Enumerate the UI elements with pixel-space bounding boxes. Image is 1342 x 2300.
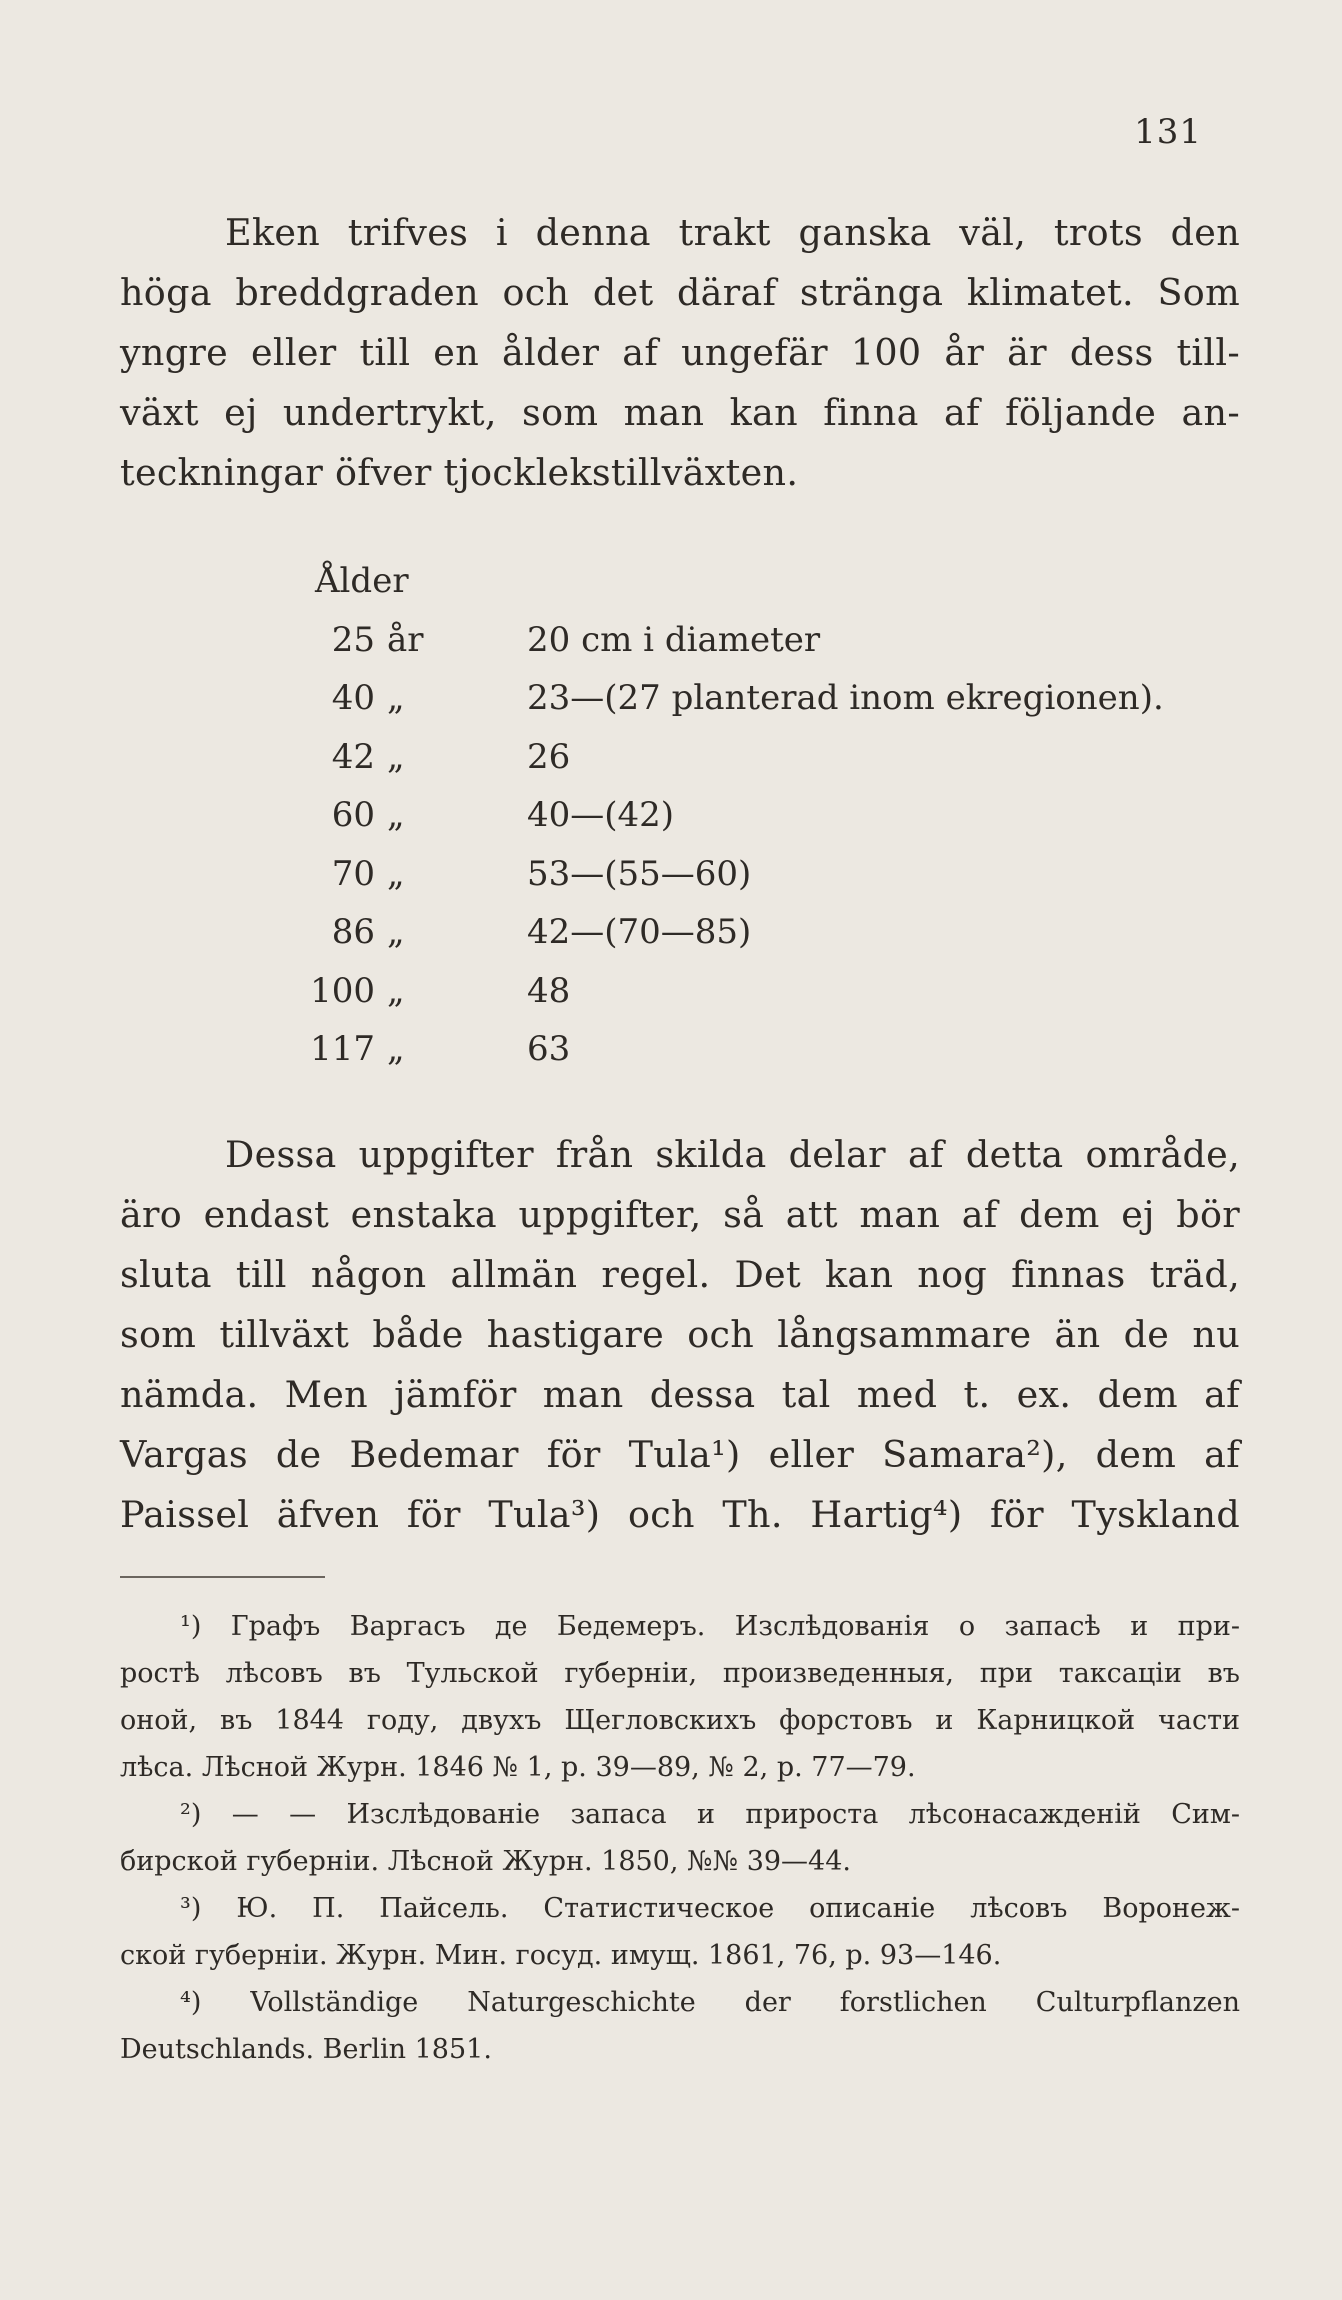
age-cell: 40 <box>331 678 375 718</box>
footnote-line: ской губерніи. Журн. Мин. госуд. имущ. 1861, 76, р. 93—146. <box>120 1940 1002 1971</box>
diameter-cell: 42—(70—85) <box>527 912 752 952</box>
age-cell: 25 <box>331 619 375 660</box>
table-row <box>295 728 1164 787</box>
text-line: höga breddgraden och det däraf stränga klimatet. Som <box>120 271 1240 314</box>
unit-cell: „ <box>387 736 405 777</box>
diameter-cell: 63 <box>527 1029 571 1069</box>
footnote-2 <box>120 1791 1240 1885</box>
text-line: Paissel äfven för Tula³) och Th. Hartig⁴) för Tyskland <box>120 1493 1240 1536</box>
table-row <box>295 669 1164 728</box>
unit-cell: „ <box>387 912 405 952</box>
text-line: Eken trifves i denna trakt ganska väl, trots den <box>225 211 1240 254</box>
unit-cell: „ <box>387 970 405 1011</box>
diameter-cell: 48 <box>527 970 571 1011</box>
table-row <box>295 903 1164 962</box>
text-line: sluta till någon allmän regel. Det kan nog finnas träd, <box>120 1253 1240 1296</box>
age-cell: 42 <box>331 736 375 777</box>
unit-cell: år <box>387 619 424 660</box>
footnote-4 <box>120 1979 1240 2073</box>
unit-cell: „ <box>387 795 405 835</box>
text-line: Vargas de Bedemar för Tula¹) eller Samara²), dem af <box>120 1433 1240 1476</box>
diameter-cell: 20 cm i diameter <box>527 619 821 660</box>
footnote-line: ²) — — Изслѣдованіе запаса и прироста лѣсонасажденій Сим- <box>180 1799 1240 1830</box>
paragraph-oak-growth <box>120 203 1240 503</box>
diameter-cell: 26 <box>527 736 571 777</box>
unit-cell: „ <box>387 853 405 894</box>
diameter-cell: 53—(55—60) <box>527 853 752 894</box>
diameter-cell: 23—(27 planterad inom ekregionen). <box>527 678 1164 718</box>
footnote-line: ⁴) Vollständige Naturgeschichte der forstlichen Culturpflanzen <box>180 1987 1240 2018</box>
footnote-line: Deutschlands. Berlin 1851. <box>120 2034 492 2065</box>
paragraph-comparison <box>120 1125 1240 1545</box>
age-cell: 70 <box>331 853 375 894</box>
age-cell: 100 <box>310 970 375 1011</box>
footnote-line: ¹) Графъ Варгасъ де Бедемеръ. Изслѣдованія о запасѣ и при- <box>180 1611 1240 1642</box>
footnote-line: лѣса. Лѣсной Журн. 1846 № 1, р. 39—89, № 2, р. 77—79. <box>120 1752 916 1783</box>
diameter-cell: 40—(42) <box>527 795 675 835</box>
footnote-line: бирской губерніи. Лѣсной Журн. 1850, №№ 39—44. <box>120 1846 851 1877</box>
table-row <box>295 786 1164 845</box>
footnote-1 <box>120 1603 1240 1791</box>
unit-cell: „ <box>387 678 405 718</box>
age-cell: 60 <box>331 795 375 835</box>
age-cell: 117 <box>310 1029 375 1069</box>
footnote-divider <box>120 1576 325 1578</box>
text-line: äro endast enstaka uppgifter, så att man af dem ej bör <box>120 1193 1240 1236</box>
footnote-3 <box>120 1885 1240 1979</box>
text-line: teckningar öfver tjocklekstillväxten. <box>120 451 799 494</box>
footnote-line: оной, въ 1844 году, двухъ Щегловскихъ форстовъ и Карницкой части <box>120 1705 1240 1736</box>
age-diameter-table <box>295 552 1164 1079</box>
table-row <box>295 845 1164 904</box>
footnote-line: ³) Ю. П. Пайсель. Статистическое описаніе лѣсовъ Воронеж- <box>180 1893 1240 1924</box>
footnote-line: ростѣ лѣсовъ въ Тульской губерніи, произведенныя, при таксаціи въ <box>120 1658 1240 1689</box>
table-header: Ålder <box>315 561 409 601</box>
text-line: nämda. Men jämför man dessa tal med t. ex. dem af <box>120 1373 1240 1416</box>
age-cell: 86 <box>331 912 375 952</box>
page-number: 131 <box>1134 112 1202 152</box>
unit-cell: „ <box>387 1029 405 1069</box>
text-line: växt ej undertrykt, som man kan finna af följande an- <box>120 391 1240 434</box>
table-row <box>295 611 1164 670</box>
text-line: som tillväxt både hastigare och långsammare än de nu <box>120 1313 1240 1356</box>
table-row <box>295 1020 1164 1079</box>
text-line: Dessa uppgifter från skilda delar af detta område, <box>225 1133 1240 1176</box>
text-line: yngre eller till en ålder af ungefär 100 år är dess till- <box>120 331 1240 374</box>
footnotes <box>120 1603 1240 2073</box>
table-row <box>295 962 1164 1021</box>
